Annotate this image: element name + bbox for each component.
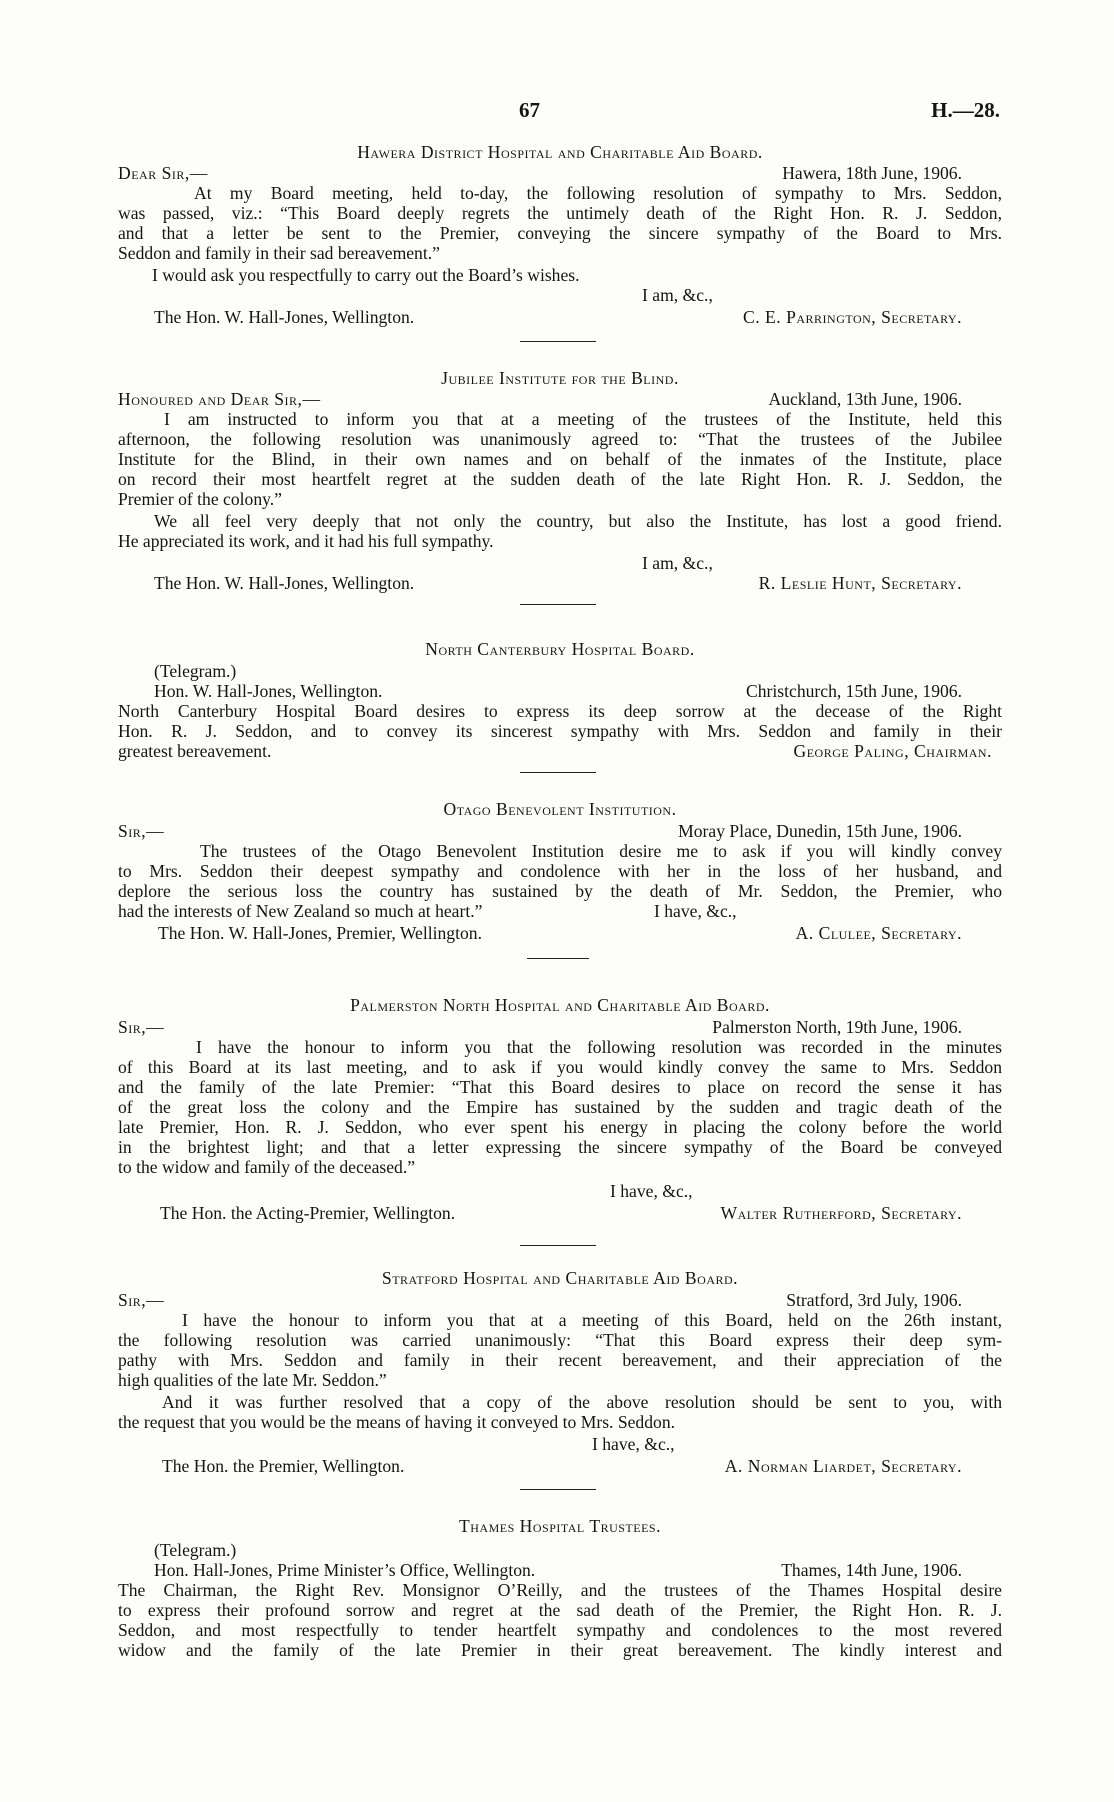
salutation: Sir,— (118, 821, 165, 841)
section-title: Palmerston North Hospital and Charitable Aid Board. (350, 995, 770, 1015)
section-title: Otago Benevolent Institution. (443, 799, 677, 819)
signature: George Paling, Chairman. (793, 741, 992, 761)
salutation: Sir,— (118, 1017, 165, 1037)
body-line: high qualities of the late Mr. Seddon.” (118, 1370, 387, 1390)
body-line: Hon. R. J. Seddon, and to convey its sincerest sympathy with Mrs. Seddon and family in their (118, 721, 1002, 741)
place-date: Christchurch, 15th June, 1906. (746, 681, 962, 701)
salutation: Sir,— (118, 1290, 165, 1310)
section-title: Hawera District Hospital and Charitable Aid Board. (357, 142, 763, 162)
body-line: the request that you would be the means of having it conveyed to Mrs. Seddon. (118, 1412, 676, 1432)
body-line: of this Board at its last meeting, and to ask if you would kindly convey the same to Mrs. Seddon (118, 1057, 1002, 1077)
body-line: on record their most heartfelt regret at the sudden death of the late Right Hon. R. J. Seddon, the (118, 469, 1002, 489)
salutation: Honoured and Dear Sir,— (118, 389, 321, 409)
body-line: to express their profound sorrow and regret at the sad death of the Premier, the Right Hon. R. J. (118, 1600, 1002, 1620)
addressee: Hon. W. Hall-Jones, Wellington. (154, 681, 383, 701)
body-line: Seddon and family in their sad bereavement.” (118, 243, 440, 263)
body-line: I would ask you respectfully to carry out the Board’s wishes. (152, 265, 580, 285)
body-line: At my Board meeting, held to-day, the following resolution of sympathy to Mrs. Seddon, (194, 183, 1002, 203)
addressee: Hon. Hall-Jones, Prime Minister’s Office, Wellington. (154, 1560, 536, 1580)
signature: Walter Rutherford, Secretary. (720, 1203, 962, 1223)
section-title: Stratford Hospital and Charitable Aid Board. (381, 1268, 739, 1288)
body-line: greatest bereavement. (118, 741, 272, 761)
body-line: I have the honour to inform you that the following resolution was recorded in the minutes (196, 1037, 1002, 1057)
body-line: had the interests of New Zealand so much at heart.” (118, 901, 483, 921)
body-line: And it was further resolved that a copy of the above resolution should be sent to you, with (162, 1392, 1002, 1412)
body-line: late Premier, Hon. R. J. Seddon, who ever spent his energy in placing the colony before the world (118, 1117, 1002, 1137)
closing: I am, &c., (642, 553, 713, 573)
section-title: Thames Hospital Trustees. (459, 1516, 661, 1536)
addressee: The Hon. W. Hall-Jones, Premier, Wellington. (158, 923, 482, 943)
body-line: North Canterbury Hospital Board desires to express its deep sorrow at the decease of the Right (118, 701, 1002, 721)
body-line: I am instructed to inform you that at a meeting of the trustees of the Institute, held this (164, 409, 1002, 429)
closing: I have, &c., (592, 1434, 675, 1454)
addressee: The Hon. the Acting-Premier, Wellington. (160, 1203, 456, 1223)
body-line: pathy with Mrs. Seddon and family in their recent bereavement, and their appreciation of the (118, 1350, 1002, 1370)
body-line: He appreciated its work, and it had his full sympathy. (118, 531, 494, 551)
body-line: and the family of the late Premier: “That this Board desires to place on record the sense it has (118, 1077, 1002, 1097)
body-line: The Chairman, the Right Rev. Monsignor O’Reilly, and the trustees of the Thames Hospital desire (118, 1580, 1002, 1600)
body-line: and that a letter be sent to the Premier, conveying the sincere sympathy of the Board to Mrs. (118, 223, 1002, 243)
section-divider (520, 1489, 596, 1490)
body-line: widow and the family of the late Premier in their great bereavement. The kindly interest and (118, 1640, 1002, 1660)
closing: I have, &c., (654, 901, 737, 921)
closing: I have, &c., (610, 1181, 693, 1201)
body-line: Institute for the Blind, in their own names and on behalf of the inmates of the Institute, place (118, 449, 1002, 469)
body-line: to the widow and family of the deceased.” (118, 1157, 416, 1177)
body-line: The trustees of the Otago Benevolent Institution desire me to ask if you will kindly convey (200, 841, 1002, 861)
section-divider (527, 958, 589, 959)
signature: R. Leslie Hunt, Secretary. (758, 573, 962, 593)
body-line: the following resolution was carried unanimously: “That this Board express their deep sym- (118, 1330, 1002, 1350)
signature: A. Clulee, Secretary. (795, 923, 962, 943)
body-line: afternoon, the following resolution was unanimously agreed to: “That the trustees of the Jubilee (118, 429, 1002, 449)
place-date: Moray Place, Dunedin, 15th June, 1906. (678, 821, 962, 841)
section-divider (520, 604, 596, 605)
body-line: deplore the serious loss the country has sustained by the death of Mr. Seddon, the Premier, who (118, 881, 1002, 901)
body-line: was passed, viz.: “This Board deeply regrets the untimely death of the Right Hon. R. J. Seddon, (118, 203, 1002, 223)
signature: C. E. Parrington, Secretary. (743, 307, 962, 327)
body-line: of the great loss the colony and the Empire has sustained by the sudden and tragic death of the (118, 1097, 1002, 1117)
salutation: Dear Sir,— (118, 163, 208, 183)
body-line: Seddon, and most respectfully to tender heartfelt sympathy and condolences to the most revered (118, 1620, 1002, 1640)
closing: I am, &c., (642, 285, 713, 305)
section-title: North Canterbury Hospital Board. (425, 639, 695, 659)
section-divider (520, 772, 596, 773)
addressee: The Hon. the Premier, Wellington. (162, 1456, 405, 1476)
addressee: The Hon. W. Hall-Jones, Wellington. (154, 307, 415, 327)
telegram-label: (Telegram.) (154, 661, 237, 681)
place-date: Stratford, 3rd July, 1906. (786, 1290, 962, 1310)
place-date: Thames, 14th June, 1906. (781, 1560, 962, 1580)
section-divider (520, 341, 596, 342)
section-title: Jubilee Institute for the Blind. (441, 368, 679, 388)
body-line: Premier of the colony.” (118, 489, 282, 509)
signature: A. Norman Liardet, Secretary. (724, 1456, 962, 1476)
section-divider (520, 1245, 596, 1246)
body-line: to Mrs. Seddon their deepest sympathy and condolence with her in the loss of her husband, and (118, 861, 1002, 881)
place-date: Hawera, 18th June, 1906. (782, 163, 962, 183)
place-date: Auckland, 13th June, 1906. (768, 389, 962, 409)
telegram-label: (Telegram.) (154, 1540, 237, 1560)
addressee: The Hon. W. Hall-Jones, Wellington. (154, 573, 415, 593)
body-line: in the brightest light; and that a letter expressing the sincere sympathy of the Board be conveyed (118, 1137, 1002, 1157)
body-line: I have the honour to inform you that at a meeting of this Board, held on the 26th instant, (182, 1310, 1002, 1330)
place-date: Palmerston North, 19th June, 1906. (712, 1017, 962, 1037)
document-reference: H.—28. (931, 98, 1000, 122)
body-line: We all feel very deeply that not only the country, but also the Institute, has lost a good friend. (154, 511, 1002, 531)
page-number: 67 (519, 98, 540, 122)
